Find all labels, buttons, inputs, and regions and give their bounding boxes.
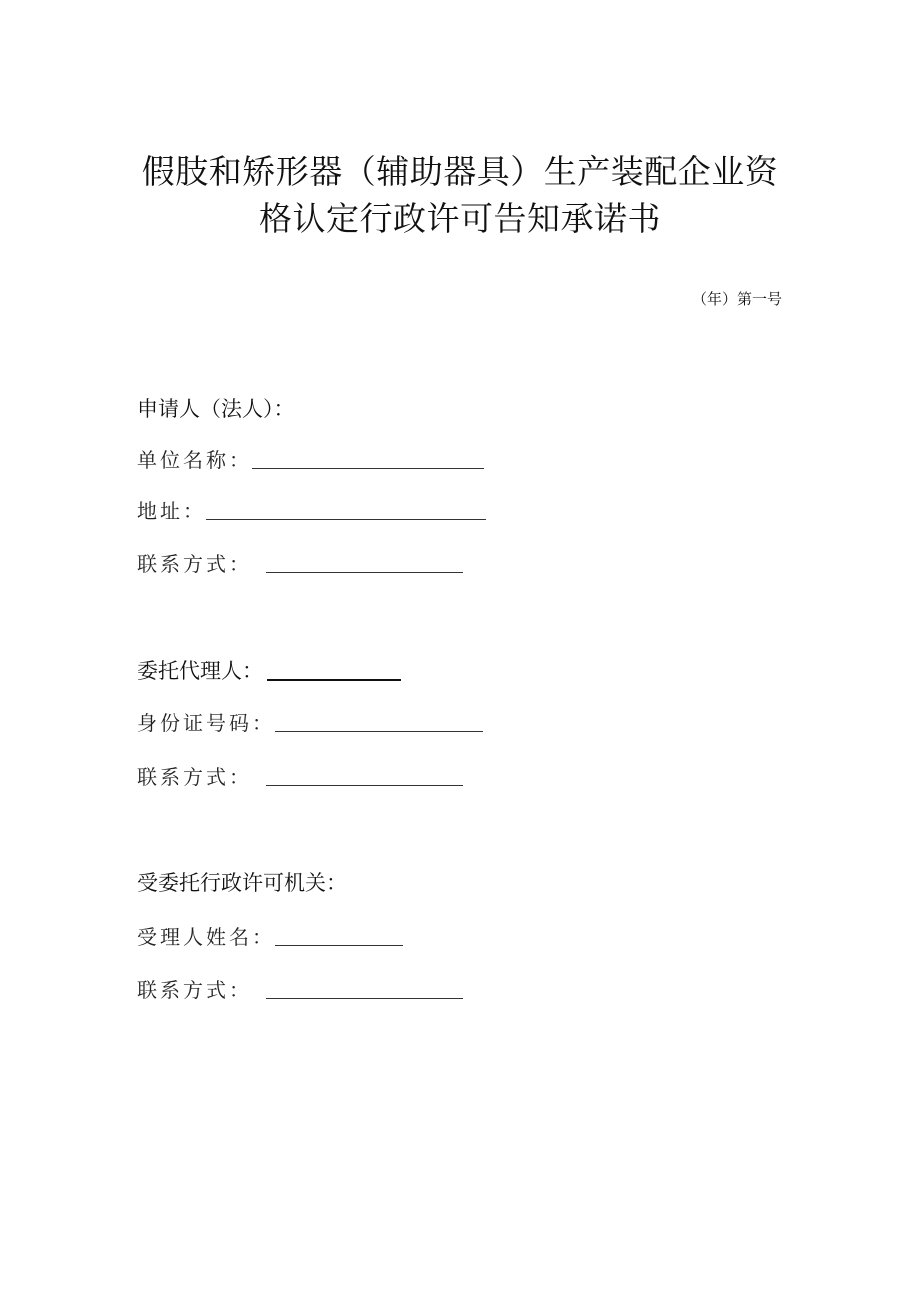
unit-name-label: 单位名称：: [137, 448, 252, 472]
agent-heading: [137, 655, 401, 685]
address-blank[interactable]: [206, 518, 486, 520]
id-number-blank[interactable]: [275, 730, 483, 732]
authority-heading-label: 受委托行政许可机关：: [137, 871, 347, 895]
authority-heading: [137, 867, 347, 897]
authority-contact-field: [137, 974, 463, 1003]
agent-name-blank[interactable]: [267, 678, 401, 681]
handler-name-label: 受理人姓名：: [137, 925, 275, 949]
document-title-line-1: 假肢和矫形器（辅助器具）生产装配企业资: [141, 152, 779, 191]
applicant-contact-field: [137, 548, 463, 577]
applicant-contact-label: 联系方式：: [137, 552, 252, 576]
agent-contact-blank[interactable]: [266, 784, 463, 786]
agent-contact-label: 联系方式：: [137, 765, 252, 789]
id-number-label: 身份证号码：: [137, 711, 275, 735]
handler-name-field: [137, 921, 403, 950]
id-number-field: [137, 707, 483, 736]
handler-name-blank[interactable]: [275, 944, 403, 946]
authority-contact-blank[interactable]: [266, 997, 463, 999]
unit-name-field: [137, 444, 484, 473]
agent-heading-label: 委托代理人：: [137, 659, 263, 683]
address-label: 地址：: [137, 499, 206, 523]
applicant-contact-blank[interactable]: [266, 571, 463, 573]
applicant-heading-label: 申请人（法人）：: [137, 397, 295, 421]
address-field: [137, 495, 486, 524]
agent-contact-field: [137, 761, 463, 790]
document-number: （年）第一号: [691, 290, 782, 308]
applicant-heading: [137, 393, 295, 423]
unit-name-blank[interactable]: [252, 467, 484, 469]
authority-contact-label: 联系方式：: [137, 978, 252, 1002]
document-title-line-2: 格认定行政许可告知承诺书: [259, 199, 661, 238]
